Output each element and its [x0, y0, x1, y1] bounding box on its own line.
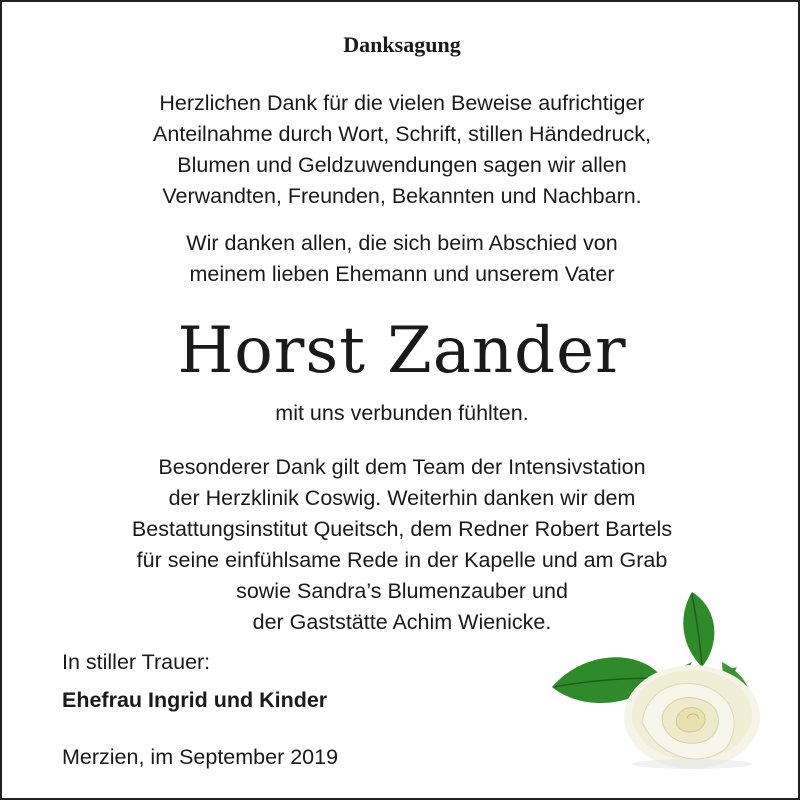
text-line: meinem lieben Ehemann und unserem Vater: [189, 262, 615, 286]
text-line: der Herzklinik Coswig. Weiterhin danken wir dem: [168, 486, 636, 510]
rose-leaf-top: [683, 592, 714, 667]
text-line: Verwandten, Freunden, Bekannten und Nachbarn.: [162, 184, 642, 208]
text-line: Herzlichen Dank für die vielen Beweise aufrichtiger: [159, 91, 645, 115]
family-signature: Ehefrau Ingrid und Kinder: [62, 688, 328, 712]
text-line: Bestattungsinstitut Queitsch, dem Redner Robert Bartels: [131, 517, 673, 541]
thanks-paragraph: [2, 88, 800, 212]
text-line: Besonderer Dank gilt dem Team der Intensivstation: [158, 455, 646, 479]
place-date: Merzien, im September 2019: [62, 745, 339, 769]
text-line: der Gaststätte Achim Wienicke.: [252, 610, 552, 634]
text-line: sowie Sandra’s Blumenzauber und: [236, 579, 568, 603]
farewell-paragraph: [2, 228, 800, 290]
text-line: Blumen und Geldzuwendungen sagen wir allen: [177, 153, 627, 177]
mourning-line: In stiller Trauer:: [62, 650, 211, 674]
text-line: Wir danken allen, die sich beim Abschied von: [186, 231, 618, 255]
white-rose-image: [542, 582, 772, 772]
text-line: mit uns verbunden fühlten.: [275, 401, 529, 425]
connected-line: [2, 398, 800, 429]
text-line: Anteilnahme durch Wort, Schrift, stillen Händedruck,: [153, 122, 651, 146]
heading: Danksagung: [343, 32, 461, 57]
deceased-name: Horst Zander: [177, 314, 627, 388]
text-line: für seine einfühlsame Rede in der Kapelle und am Grab: [136, 548, 668, 572]
